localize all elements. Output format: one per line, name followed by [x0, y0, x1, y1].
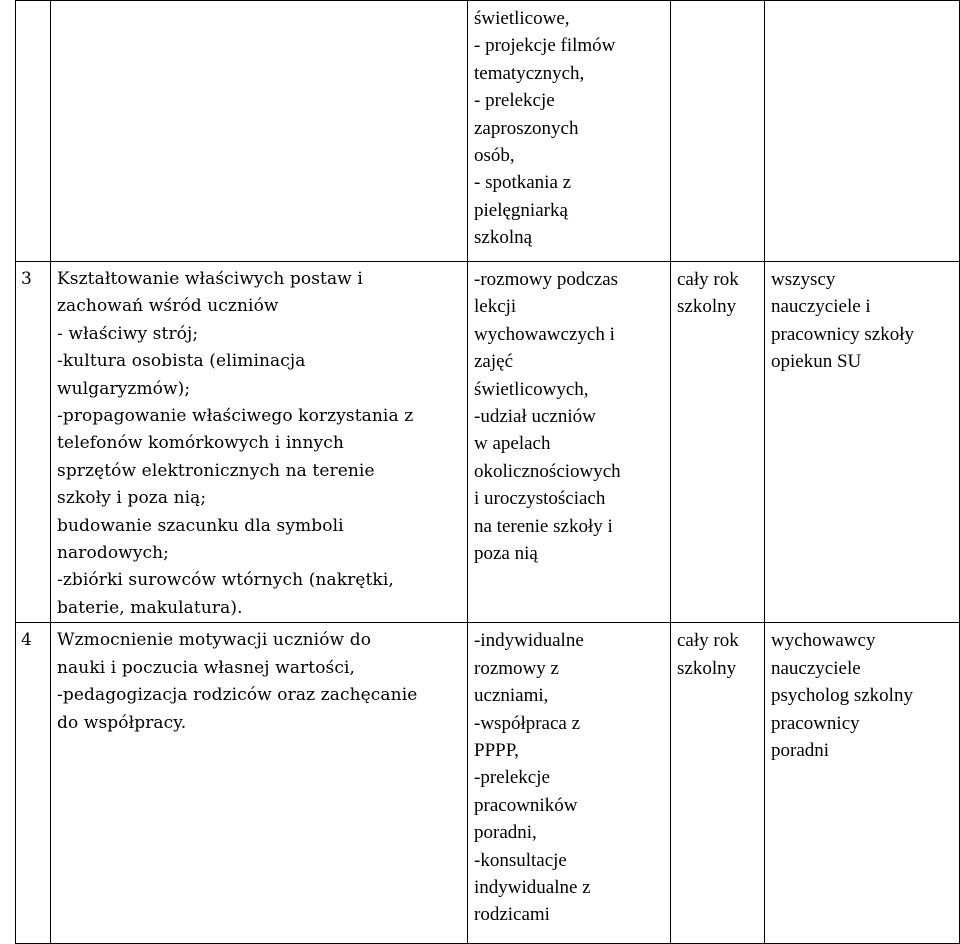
responsible-cell-line: nauczyciele [771, 657, 861, 679]
table-row [16, 262, 960, 623]
task-cell-line: do współpracy. [57, 712, 187, 733]
responsible-cell-line: pracownicy szkoły [771, 323, 914, 345]
responsible-cell [765, 1, 960, 262]
forms-cell-line: - projekcje filmów [474, 35, 616, 57]
task-cell [51, 623, 468, 944]
task-cell-line: - właściwy strój; [57, 323, 199, 344]
forms-cell [468, 623, 671, 944]
forms-cell-line: i uroczystościach [474, 488, 606, 510]
forms-cell-line: w apelach [474, 433, 551, 455]
task-cell-line: telefonów komórkowych i innych [57, 433, 344, 454]
responsible-cell-line: psycholog szkolny [771, 685, 913, 707]
responsible-cell [765, 262, 960, 623]
task-cell-line: zachowań wśród uczniów [57, 296, 279, 317]
forms-cell-line: -konsultacje [474, 849, 567, 871]
task-cell-line: Wzmocnienie motywacji uczniów do [57, 630, 372, 651]
task-cell-line: -pedagogizacja rodziców oraz zachęcanie [57, 685, 418, 706]
plan-table-body [16, 1, 960, 944]
forms-cell-line: PPPP, [474, 739, 519, 761]
forms-cell-line: -rozmowy podczas [474, 269, 619, 290]
forms-cell-line: lekcji [474, 296, 517, 318]
forms-cell-line: - prelekcje [474, 90, 555, 112]
responsible-cell-line: pracownicy [771, 712, 860, 734]
task-cell-line: -propagowanie właściwego korzystania z [57, 406, 414, 427]
responsible-cell-line: nauczyciele i [771, 296, 871, 318]
forms-cell-line: uczniami, [474, 685, 549, 707]
forms-cell-line: rodzicami [474, 904, 550, 926]
forms-cell-line: pielęgniarką [474, 199, 568, 221]
task-cell-line: Kształtowanie właściwych postaw i [57, 269, 363, 289]
forms-cell-line: poza nią [474, 543, 538, 565]
plan-table [15, 0, 960, 944]
forms-cell-line: świetlicowych, [474, 378, 589, 400]
forms-cell [468, 262, 671, 623]
forms-cell-line: na terenie szkoły i [474, 515, 613, 537]
forms-cell-line: osób, [474, 145, 515, 167]
task-cell-line: sprzętów elektronicznych na terenie [57, 460, 375, 481]
forms-cell-line: pracowników [474, 794, 578, 816]
forms-cell-line: -prelekcje [474, 767, 550, 789]
time-cell-line: szkolny [677, 657, 737, 679]
task-cell-line: baterie, makulatura). [57, 597, 243, 618]
forms-cell-line: świetlicowe, [474, 8, 570, 29]
time-cell-line: cały rok [677, 630, 739, 652]
forms-cell-line: -współpraca z [474, 712, 581, 734]
time-cell [671, 262, 765, 623]
forms-cell-line: zaproszonych [474, 117, 579, 139]
time-cell-line: szkolny [677, 296, 737, 318]
task-cell [51, 262, 468, 623]
responsible-cell-line: poradni [771, 739, 830, 761]
row-number: 3 [21, 269, 32, 289]
forms-cell-line: -indywidualne [474, 630, 584, 652]
forms-cell-line: -udział uczniów [474, 406, 596, 428]
responsible-cell-line: wychowawcy [771, 630, 876, 652]
task-cell-line: nauki i poczucia własnej wartości, [57, 657, 356, 678]
time-cell [671, 623, 765, 944]
forms-cell-line: zajęć [474, 351, 514, 373]
forms-cell-line: wychowawczych i [474, 323, 615, 345]
number-cell [16, 1, 51, 262]
table-row [16, 623, 960, 944]
task-cell-line: -zbiórki surowców wtórnych (nakrętki, [57, 570, 394, 591]
task-cell-line: wulgaryzmów); [57, 378, 191, 399]
table-row [16, 1, 960, 262]
responsible-cell-line: wszyscy [771, 269, 836, 290]
task-cell-line: budowanie szacunku dla symboli [57, 515, 344, 536]
forms-cell-line: poradni, [474, 822, 537, 844]
forms-cell-line: indywidualne z [474, 876, 591, 898]
task-cell-line: szkoły i poza nią; [57, 488, 207, 509]
task-cell-line: -kultura osobista (eliminacja [57, 351, 306, 372]
task-cell [51, 1, 468, 262]
time-cell [671, 1, 765, 262]
forms-cell-line: - spotkania z [474, 172, 572, 194]
time-cell-line: cały rok [677, 269, 739, 290]
forms-cell-line: szkolną [474, 227, 533, 249]
number-cell [16, 623, 51, 944]
number-cell [16, 262, 51, 623]
responsible-cell-line: opiekun SU [771, 351, 862, 373]
row-number: 4 [21, 630, 32, 651]
forms-cell-line: rozmowy z [474, 657, 559, 679]
forms-cell-line: tematycznych, [474, 62, 585, 84]
forms-cell [468, 1, 671, 262]
task-cell-line: narodowych; [57, 543, 170, 564]
responsible-cell [765, 623, 960, 944]
forms-cell-line: okolicznościowych [474, 460, 621, 482]
